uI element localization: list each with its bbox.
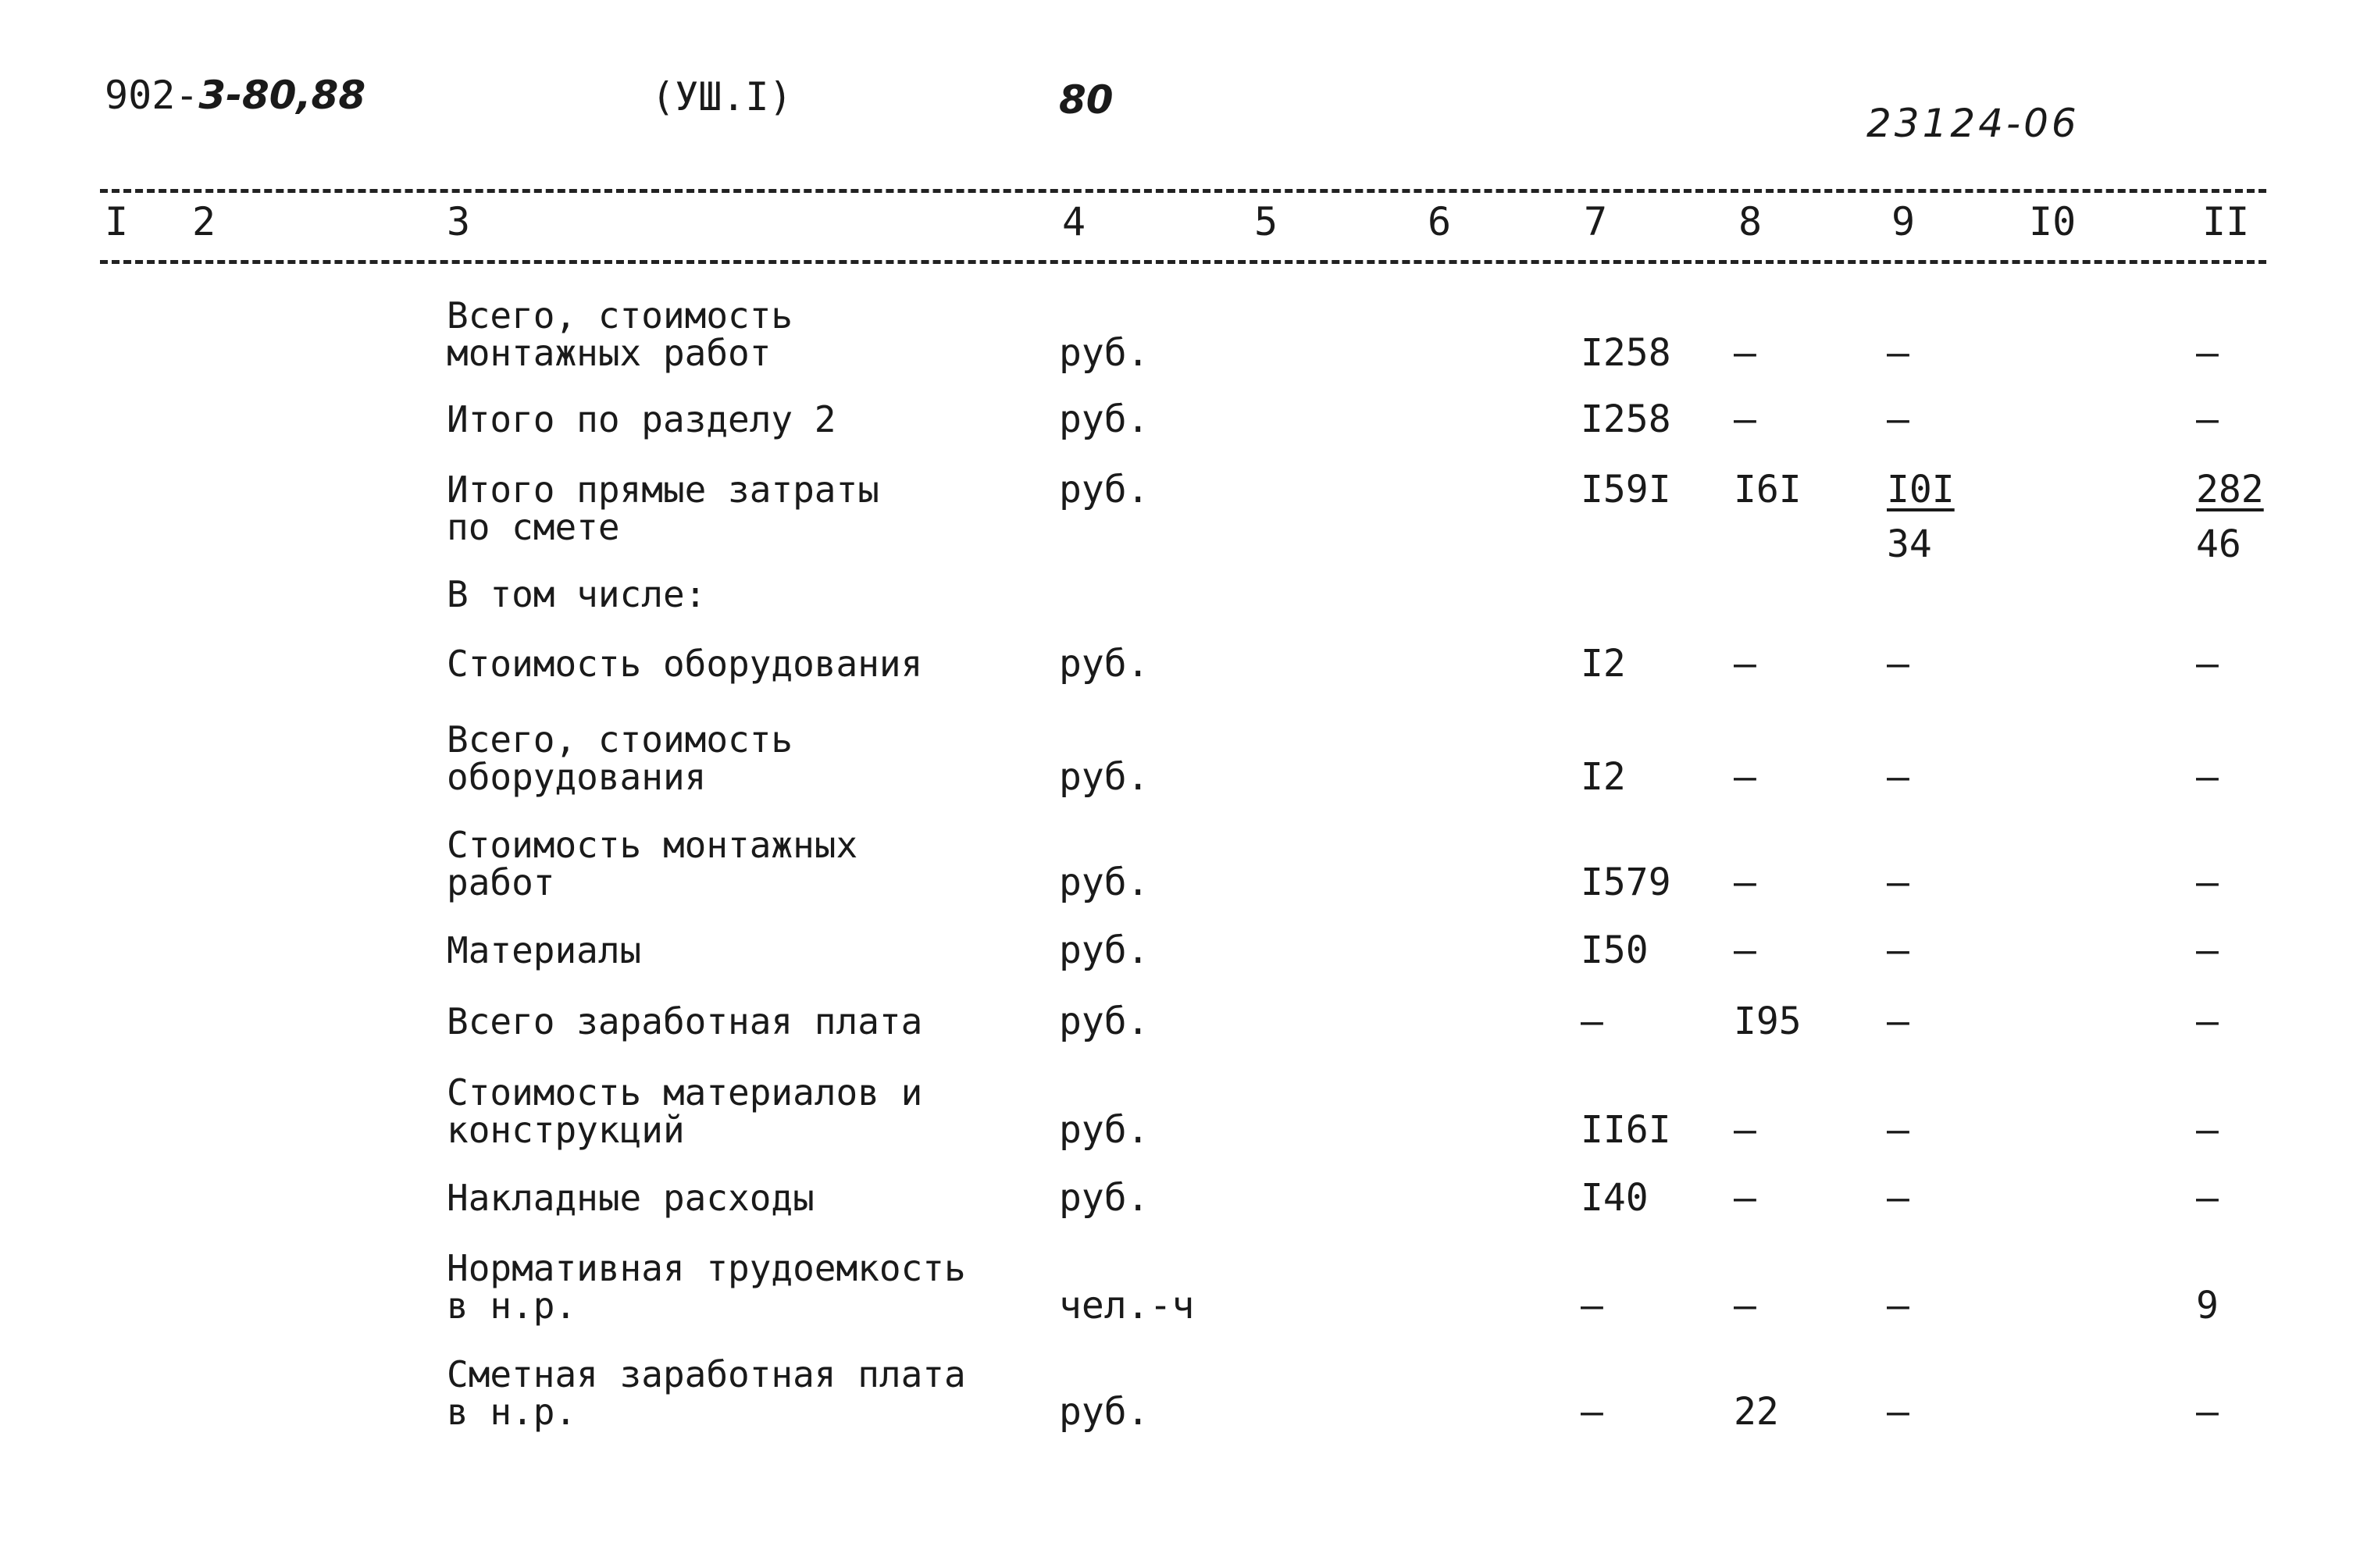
row-value-col11: 9 [2196,1284,2219,1327]
row-value-col9: – [1887,1390,1909,1434]
row-value-col7: – [1581,1284,1603,1327]
row-value-col9: – [1887,861,1909,904]
row-value-col9: – [1887,928,1909,972]
column-number-10: I0 [2029,199,2077,244]
row-value-col11: – [2196,1000,2219,1043]
row-value-col7: – [1581,1390,1603,1434]
row-value-col11: – [2196,755,2219,799]
section-label: (УШ.I) [651,74,793,119]
row-description: В том числе: [447,573,707,615]
row-value-col11-top: 282 [2196,468,2264,511]
row-value-col9: – [1887,1284,1909,1327]
row-value-col7: – [1581,1000,1603,1043]
row-value-col8: – [1734,1176,1756,1220]
column-number-4: 4 [1062,199,1086,244]
row-value-col7: II6I [1581,1108,1671,1152]
row-description: Стоимость монтажных работ [447,824,858,903]
archive-number: 23124-06 [1866,101,2080,146]
column-number-1: I [105,199,129,244]
row-value-col8: – [1734,861,1756,904]
column-number-5: 5 [1254,199,1278,244]
document-code-prefix: 902- [105,73,199,118]
row-value-col8: 22 [1734,1390,1779,1434]
document-code-handwritten: 3-80,88 [198,73,366,118]
row-description: Стоимость материалов и конструкций [447,1071,923,1151]
column-number-11: II [2202,199,2250,244]
row-description: Накладные расходы [447,1177,815,1219]
row-value-col11: – [2196,861,2219,904]
row-unit: руб. [1059,1390,1150,1434]
row-description: Всего, стоимость монтажных работ [447,294,793,374]
page-number: 80 [1059,77,1114,123]
row-description: Итого по разделу 2 [447,398,836,440]
column-number-8: 8 [1738,199,1763,244]
document-code [105,73,365,117]
row-value-col7: I258 [1581,331,1671,375]
row-unit: руб. [1059,397,1150,441]
row-description: Нормативная трудоемкость в н.р. [447,1247,966,1327]
row-value-col7: I40 [1581,1176,1649,1220]
row-unit: руб. [1059,755,1150,799]
column-number-6: 6 [1428,199,1452,244]
row-unit: руб. [1059,1108,1150,1152]
row-value-col9: – [1887,1108,1909,1152]
row-unit: руб. [1059,861,1150,904]
row-value-col9: – [1887,1000,1909,1043]
row-description: Стоимость оборудования [447,643,923,685]
row-description: Всего заработная плата [447,1000,923,1042]
row-value-col8: I6I [1734,468,1802,511]
row-description: Материалы [447,929,642,971]
row-value-col9-bottom: 34 [1887,522,1932,566]
row-description: Сметная заработная плата в н.р. [447,1353,966,1433]
row-value-col11: – [2196,1390,2219,1434]
row-value-col11: – [2196,928,2219,972]
row-value-col9: – [1887,331,1909,375]
row-value-col8: – [1734,397,1756,441]
row-value-col9: – [1887,755,1909,799]
row-value-col7: I50 [1581,928,1649,972]
row-value-col8: – [1734,755,1756,799]
row-value-col7: I258 [1581,397,1671,441]
row-description: Итого прямые затраты по смете [447,469,879,548]
row-value-col8: – [1734,928,1756,972]
row-unit: руб. [1059,928,1150,972]
row-unit: руб. [1059,642,1150,686]
row-description: Всего, стоимость оборудования [447,718,793,798]
row-value-col8: – [1734,1284,1756,1327]
row-value-col9-top: I0I [1887,468,1955,511]
row-value-col8: – [1734,1108,1756,1152]
column-number-3: 3 [447,199,471,244]
row-value-col8: – [1734,642,1756,686]
row-value-col11: – [2196,331,2219,375]
row-value-col7: I2 [1581,642,1626,686]
header-rule-top [100,189,2266,193]
row-value-col11: – [2196,642,2219,686]
row-unit: руб. [1059,1000,1150,1043]
row-unit: руб. [1059,1176,1150,1220]
row-value-col11: – [2196,1176,2219,1220]
row-value-col8: – [1734,331,1756,375]
row-value-col9: – [1887,642,1909,686]
row-value-col7: I59I [1581,468,1671,511]
row-value-col7: I579 [1581,861,1671,904]
row-value-col7: I2 [1581,755,1626,799]
column-number-9: 9 [1891,199,1916,244]
row-value-col11-bottom: 46 [2196,522,2241,566]
column-number-7: 7 [1584,199,1608,244]
row-value-col9: – [1887,1176,1909,1220]
header-rule-bottom [100,260,2266,264]
row-value-col9: – [1887,397,1909,441]
row-unit: чел.-ч [1059,1284,1195,1327]
row-unit: руб. [1059,331,1150,375]
row-value-col8: I95 [1734,1000,1802,1043]
row-value-col11: – [2196,1108,2219,1152]
row-unit: руб. [1059,468,1150,511]
column-number-2: 2 [192,199,216,244]
row-value-col11: – [2196,397,2219,441]
